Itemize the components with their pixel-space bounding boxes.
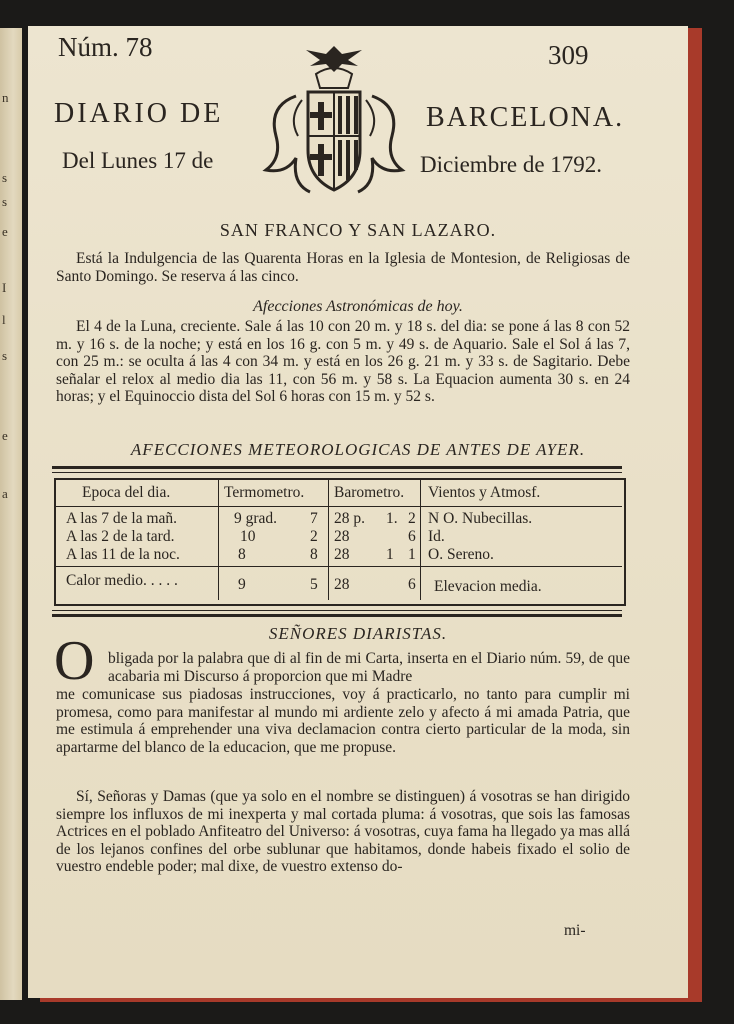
- row-termometro-grados: 10: [240, 528, 256, 545]
- table-column-divider: [218, 480, 219, 600]
- adjacent-page-fragment: s: [2, 194, 8, 209]
- header-vientos: Vientos y Atmosf.: [428, 484, 541, 501]
- adjacent-page-fragment: s: [2, 348, 8, 363]
- saints-of-the-day: SAN FRANCO Y SAN LAZARO.: [219, 220, 497, 240]
- table-top-rule-thin: [52, 472, 622, 473]
- row-epoca: A las 7 de la mañ.: [66, 510, 178, 527]
- row-termometro-decimas: 7: [310, 510, 318, 527]
- row-vientos: N O. Nubecillas.: [428, 510, 533, 527]
- date-line-right: Diciembre de 1792.: [420, 152, 603, 177]
- indulgence-notice: Está la Indulgencia de las Quarenta Horas en la Iglesia de Montesion, de Religiosas de Santo Domingo. Se reserva á las cinco.: [56, 250, 630, 285]
- row-termometro-decimas: 2: [310, 528, 318, 545]
- coat-of-arms-emblem: [256, 40, 412, 200]
- table-column-divider: [328, 480, 329, 600]
- row-termometro-decimas: 8: [310, 546, 318, 563]
- row-barometro-puntos: 1: [408, 546, 416, 563]
- letter-heading: SEÑORES DIARISTAS.: [268, 624, 448, 643]
- adjacent-page-fragment: e: [2, 428, 8, 443]
- row-epoca: A las 2 de la tard.: [66, 528, 175, 545]
- astronomy-text: El 4 de la Luna, creciente. Sale á las 10 con 20 m. y 18 s. del dia: se pone á las 8 con 52 m. y 16 s. de la noche; y está en los 16 g. con 5 m. y 49 s. de Aquario. Sale el Sol á las 7, con 25 m.: se oculta á las 4 con 34 m. y está en los 26 g. 21 m. y 33 s. de Sagitario. Debe señalar el relox al medio dia las 11, con 56 m. y 58 s. La Equacion aumenta 30 s. en 24 horas; y el Equinoccio dista del Sol 6 horas con 15 m. y 52 s.: [56, 318, 630, 405]
- row-vientos: Id.: [428, 528, 445, 545]
- adjacent-page-fragment: n: [2, 90, 9, 105]
- row-barometro-puntos: 6: [408, 576, 416, 593]
- row-termometro-grados: 9 grad.: [234, 510, 278, 527]
- adjacent-page-fragment: I: [2, 280, 7, 295]
- row-termometro-grados: 8: [238, 546, 246, 563]
- newspaper-page: [28, 26, 688, 998]
- row-barometro-pulgadas: 28: [334, 576, 350, 593]
- row-barometro-lineas: 1: [386, 546, 394, 563]
- drop-cap-letter: O: [54, 630, 95, 692]
- masthead-title-left: DIARIO DE: [54, 98, 224, 129]
- row-termometro-decimas: 5: [310, 576, 318, 593]
- row-barometro-pulgadas: 28: [334, 546, 350, 563]
- table-top-rule: [52, 466, 622, 469]
- row-vientos: Elevacion media.: [434, 578, 542, 595]
- astronomy-heading: Afecciones Astronómicas de hoy.: [253, 298, 463, 315]
- adjacent-page-edge: [0, 28, 22, 1000]
- date-line-left: Del Lunes 17 de: [62, 148, 214, 173]
- row-barometro-pulgadas: 28 p.: [334, 510, 365, 527]
- table-bottom-rule: [52, 614, 622, 617]
- table-bottom-rule-thin: [52, 610, 622, 611]
- row-barometro-puntos: 2: [408, 510, 416, 527]
- letter-paragraph-1: me comunicase sus piadosas instrucciones, voy á practicarlo, no tanto para cumplir mi promesa, como para manifestar al mundo mi ardiente zelo y afecto á mi amada Patria, que me estimula á emprehender una viva declamacion contra cierto particular de la moda, sin apartarme del blanco de la educacion, que me propuse.: [56, 686, 630, 756]
- row-epoca: Calor medio. . . . .: [66, 572, 178, 589]
- adjacent-page-fragment: e: [2, 224, 8, 239]
- masthead-title-right: BARCELONA.: [426, 102, 625, 133]
- header-barometro: Barometro.: [334, 484, 405, 501]
- meteorology-table: [54, 478, 628, 606]
- row-vientos: O. Sereno.: [428, 546, 494, 563]
- table-header-rule: [56, 506, 622, 507]
- table-column-divider: [420, 480, 421, 600]
- issue-number: Núm. 78: [58, 32, 153, 62]
- row-barometro-pulgadas: 28: [334, 528, 350, 545]
- header-epoca: Epoca del dia.: [82, 484, 171, 501]
- adjacent-page-fragment: l: [2, 312, 6, 327]
- row-epoca: A las 11 de la noc.: [66, 546, 180, 563]
- adjacent-page-fragment: s: [2, 170, 8, 185]
- letter-paragraph-2: Sí, Señoras y Damas (que ya solo en el nombre se distinguen) á vosotras se han dirigido siempre los influxos de mi inexperta y mal cortada pluma: á vosotras, que sois las famosas Actrices en el poblado Anfiteatro del Universo: á vosotras, cuya fama ha llegado ya mas allá de los lejanos confines del orbe sublunar que habitamos, donde habeis fixado el solio de vuestro endeble poder; mal dixe, de vuestro extenso do-: [56, 788, 630, 875]
- letter-first-lines: bligada por la palabra que di al fin de mi Carta, inserta en el Diario núm. 59, de que acabaria mi Discurso á proporcion que mi Madre: [108, 650, 630, 685]
- row-barometro-lineas: 1.: [386, 510, 398, 527]
- row-termometro-grados: 9: [238, 576, 246, 593]
- row-barometro-puntos: 6: [408, 528, 416, 545]
- header-termometro: Termometro.: [224, 484, 305, 501]
- catchword: mi-: [564, 922, 586, 939]
- meteorology-heading: AFECCIONES METEOROLOGICAS DE ANTES DE AYER.: [130, 440, 586, 459]
- page-number: 309: [548, 40, 589, 70]
- table-summary-rule: [56, 566, 622, 567]
- adjacent-page-fragment: a: [2, 486, 8, 501]
